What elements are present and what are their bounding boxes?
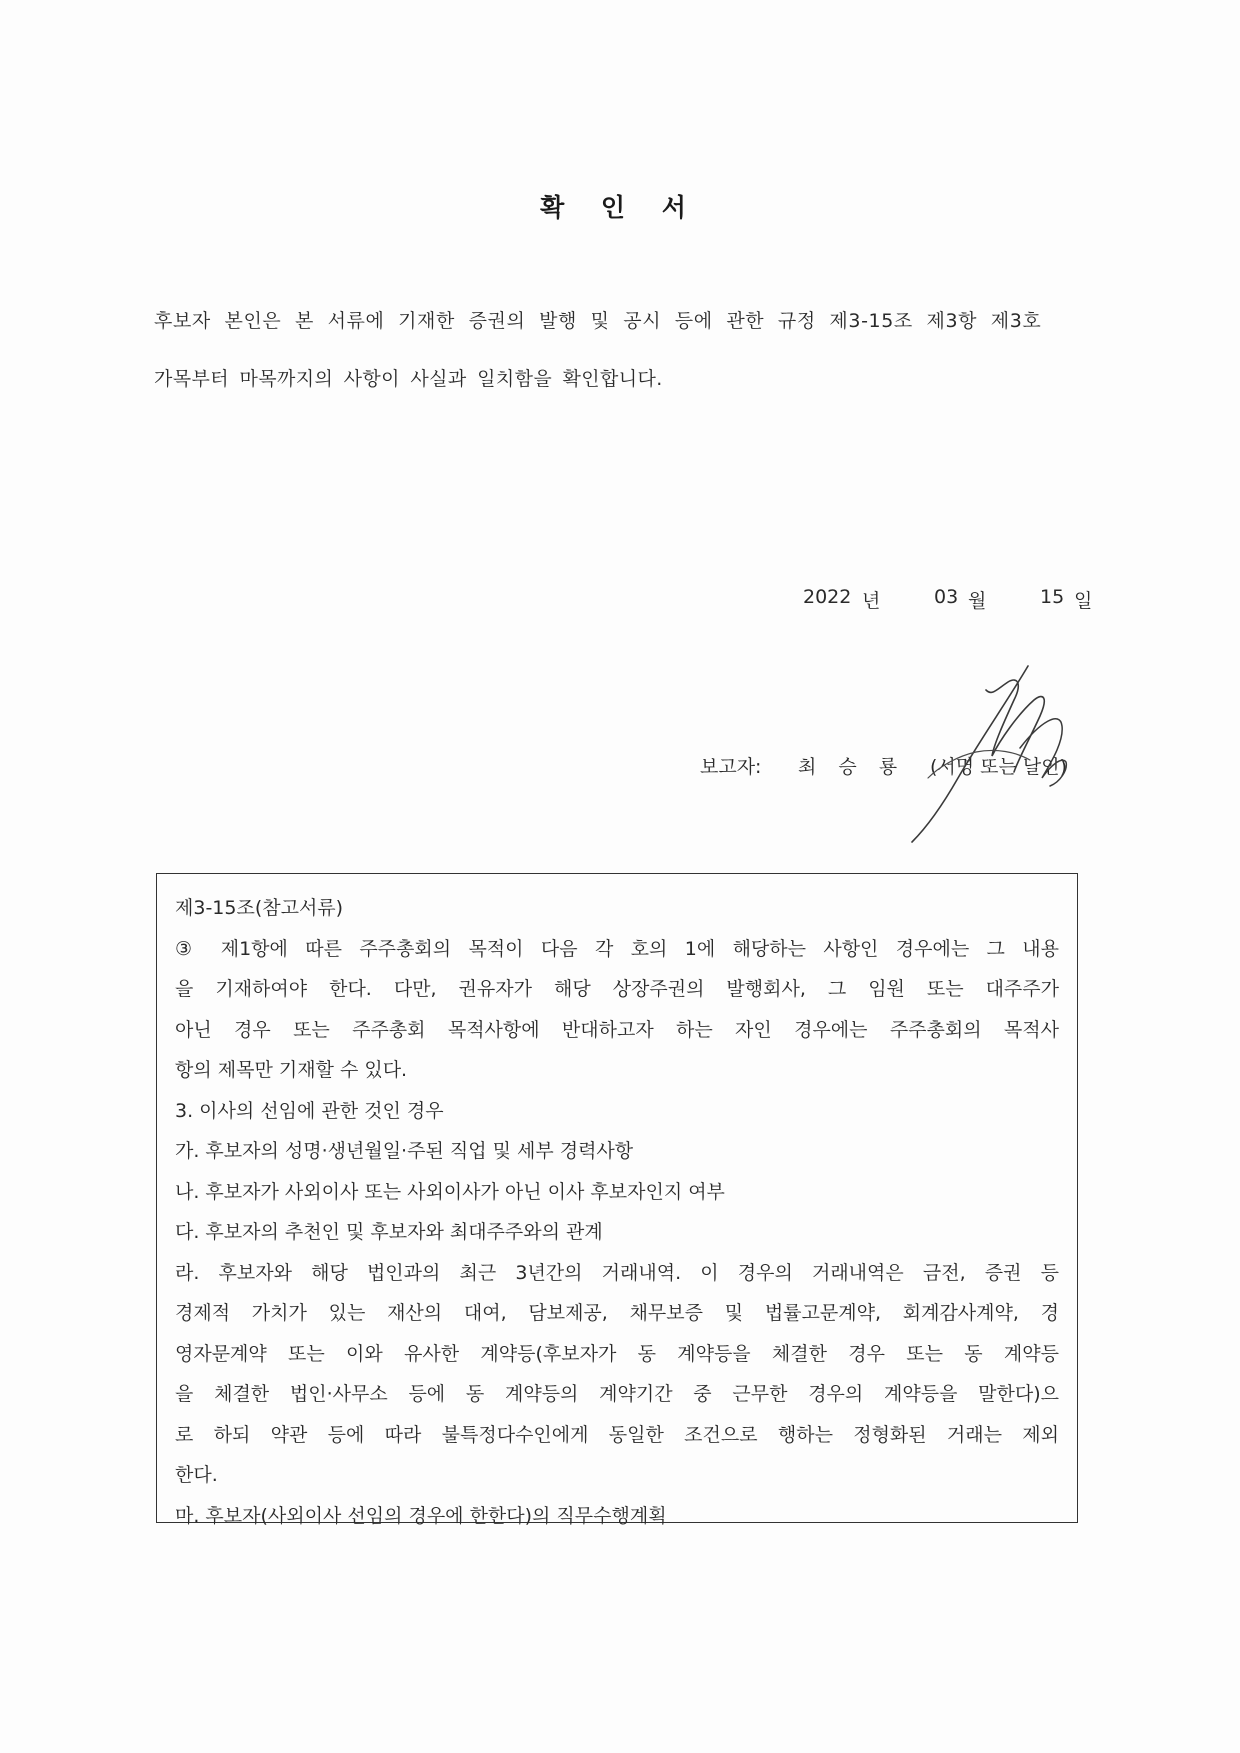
date-year: 2022 — [803, 586, 852, 608]
regulation-subitem-na: 나. 후보자가 사외이사 또는 사외이사가 아닌 이사 후보자인지 여부 — [175, 1180, 725, 1203]
regulation-line: 경제적 가치가 있는 재산의 대여, 담보제공, 채무보증 및 법률고문계약, 회계감사계약, 경 — [175, 1302, 1059, 1324]
regulation-line: 로 하되 약관 등에 따라 불특정다수인에게 동일한 조건으로 행하는 정형화된 거래는 제외 — [175, 1423, 1059, 1446]
regulation-heading: 제3-15조(참고서류) — [175, 897, 344, 919]
regulation-subitem-ma: 마. 후보자(사외이사 선임의 경우에 한한다)의 직무수행계획 — [175, 1504, 667, 1527]
date-month-label: 월 — [968, 590, 987, 612]
regulation-subitem-da: 다. 후보자의 추천인 및 후보자와 최대주주와의 관계 — [175, 1221, 603, 1243]
regulation-line: 아닌 경우 또는 주주총회 목적사항에 반대하고자 하는 자인 경우에는 주주총회의 목적사 — [175, 1018, 1059, 1041]
date-day-label: 일 — [1074, 590, 1093, 612]
regulation-line: 을 기재하여야 한다. 다만, 권유자가 해당 상장주권의 발행회사, 그 임원 또는 대주주가 — [175, 978, 1059, 1000]
regulation-line: ③ 제1항에 따른 주주총회의 목적이 다음 각 호의 1에 해당하는 사항인 경우에는 그 내용 — [175, 937, 1059, 960]
date-month: 03 — [934, 586, 959, 608]
regulation-line: 항의 제목만 기재할 수 있다. — [175, 1059, 408, 1081]
regulation-subitem-ra: 라. 후보자와 해당 법인과의 최근 3년간의 거래내역. 이 경우의 거래내역은 금전, 증권 등 — [175, 1261, 1059, 1284]
statement-line-1: 후보자 본인은 본 서류에 기재한 증권의 발행 및 공시 등에 관한 규정 제3-15조 제3항 제3호 — [154, 310, 1042, 332]
regulation-item-3: 3. 이사의 선임에 관한 것인 경우 — [175, 1099, 444, 1122]
regulation-reference-box — [156, 873, 1078, 1527]
regulation-line: 한다. — [175, 1464, 218, 1486]
regulation-line: 영자문계약 또는 이와 유사한 계약등(후보자가 동 계약등을 체결한 경우 또는 동 계약등 — [175, 1342, 1059, 1365]
statement-line-2: 가목부터 마목까지의 사항이 사실과 일치함을 확인합니다. — [154, 368, 663, 390]
regulation-line: 을 체결한 법인·사무소 등에 동 계약등의 계약기간 중 근무한 경우의 계약등을 말한다)으 — [175, 1383, 1059, 1405]
reporter-name: 최 승 룡 — [798, 756, 906, 778]
reporter-label: 보고자: — [700, 756, 762, 778]
regulation-subitem-ga: 가. 후보자의 성명·생년월일·주된 직업 및 세부 경력사항 — [175, 1140, 634, 1162]
date-day: 15 — [1040, 586, 1065, 608]
date-year-label: 년 — [862, 590, 881, 612]
sign-note: (서명 또는 날인) — [930, 756, 1068, 778]
document-title: 확 인 서 — [540, 193, 700, 222]
handwritten-signature — [900, 660, 1100, 850]
